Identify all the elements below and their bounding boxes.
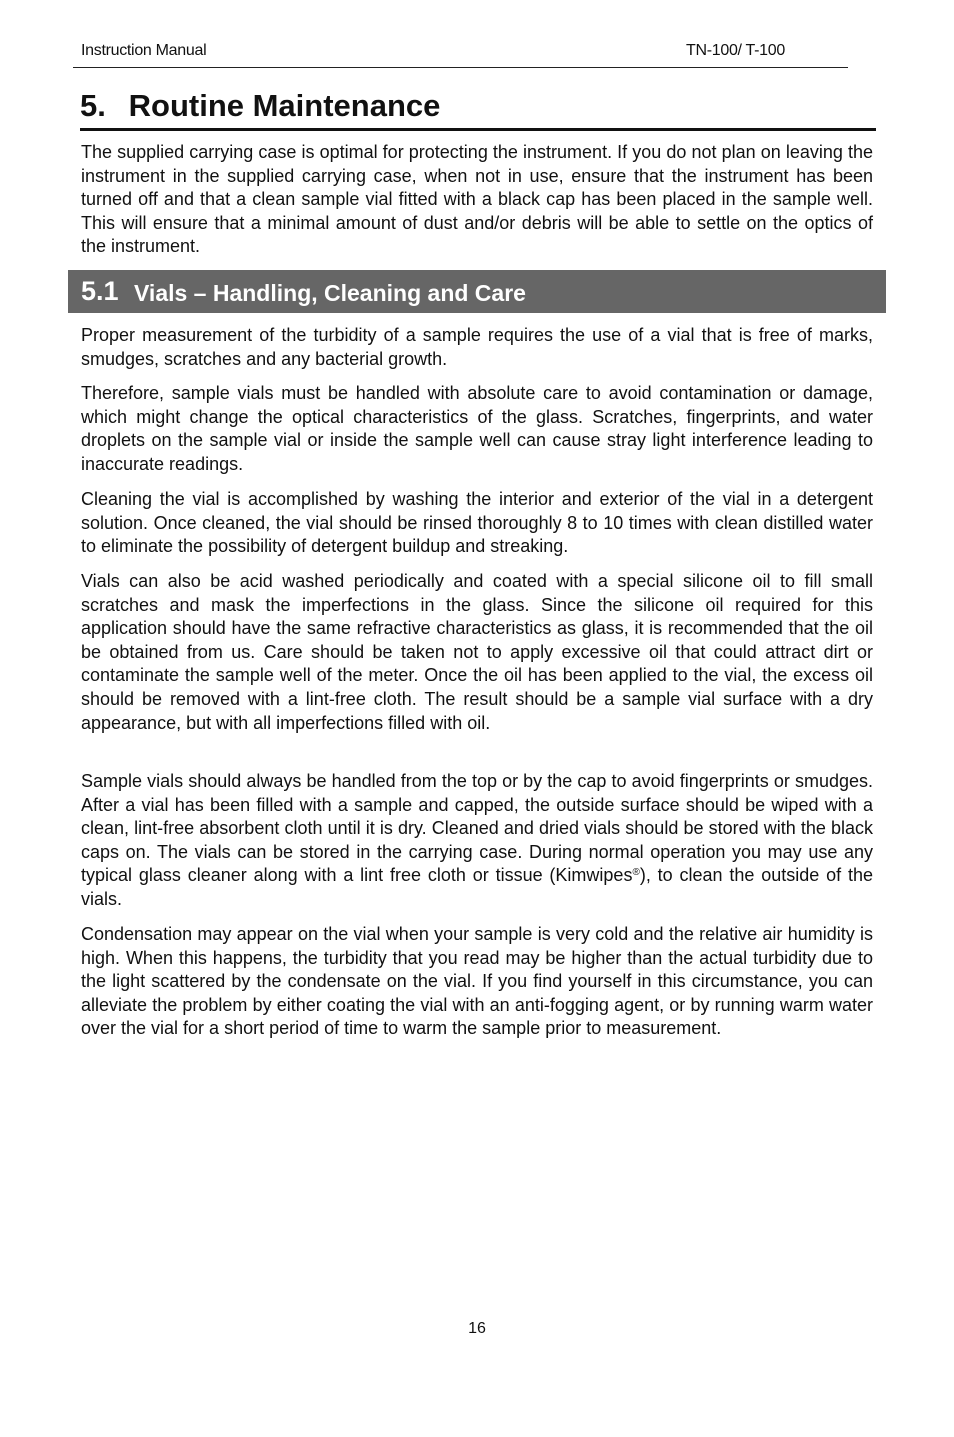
chapter-number: 5. — [80, 88, 106, 123]
section-title: Vials – Handling, Cleaning and Care — [134, 280, 526, 306]
section-paragraph-5 — [81, 770, 873, 912]
header-model-number: TN-100/ T-100 — [686, 42, 785, 59]
section-paragraph-1: Proper measurement of the turbidity of a sample requires the use of a vial that is free of marks, smudges, scratches and any bacterial growth. — [81, 325, 873, 369]
registered-trademark-mark: ® — [632, 867, 640, 879]
section-paragraph-6: Condensation may appear on the vial when your sample is very cold and the relative air humidity is high. When this happens, the turbidity that you read may be higher than the actual turbidity due to the light scattered by the condensate on the vial. If you find yourself in this circumstance, you can alleviate the problem by either coating the vial with an anti-fogging agent, or by running warm water over the vial for a short period of time to warm the sample prior to measurement. — [81, 924, 873, 1039]
section-paragraph-4: Vials can also be acid washed periodically and coated with a special silicone oil to fill small scratches and mask the imperfections in the glass. Since the silicone oil required for this application should have the same refractive characteristics as glass, it is recommended that the oil be obtained from us. Care should be taken not to apply excessive oil that could attract dirt or contaminate the sample well of the meter. Once the oil has been applied to the vial, the excess oil should be removed with a lint-free cloth. The result should be a sample vial surface with a dry appearance, but with all imperfections filled with oil. — [81, 571, 873, 733]
page-number: 16 — [468, 1320, 486, 1337]
chapter-intro-paragraph: The supplied carrying case is optimal for protecting the instrument. If you do not plan on leaving the instrument in the supplied carrying case, when not in use, ensure that the instrument has been turned off and that a clean sample vial fitted with a black cap has been placed in the sample well. This will ensure that a minimal amount of dust and/or debris will be able to settle on the optics of the instrument. — [81, 142, 873, 257]
chapter-title — [80, 84, 876, 131]
paragraph-5-text-after: ), to clean the outside of the vials. — [81, 865, 873, 909]
running-header — [73, 40, 848, 68]
section-heading-bar — [68, 270, 886, 313]
section-paragraph-3: Cleaning the vial is accomplished by washing the interior and exterior of the vial in a detergent solution. Once cleaned, the vial should be rinsed thoroughly 8 to 10 times with clean distilled water to eliminate the possibility of detergent buildup and streaking. — [81, 489, 873, 557]
section-paragraph-2: Therefore, sample vials must be handled with absolute care to avoid contamination or damage, which might change the optical characteristics of the glass. Scratches, fingerprints, and water droplets on the sample vial or inside the sample well can cause stray light interference leading to inaccurate readings. — [81, 383, 873, 474]
chapter-title-text: Routine Maintenance — [128, 88, 441, 123]
paragraph-5-text-before: Sample vials should always be handled from the top or by the cap to avoid fingerprints or smudges. After a vial has been filled with a sample and capped, the outside surface should be wiped with a clean, lint-free absorbent cloth until it is dry. Cleaned and dried vials should be stored with the black caps on. The vials can be stored in the carrying case. During normal operation you may use any typical glass cleaner along with a lint free cloth or tissue (Kimwipes — [81, 771, 873, 886]
section-number: 5.1 — [81, 276, 119, 306]
header-document-title: Instruction Manual — [81, 42, 207, 59]
